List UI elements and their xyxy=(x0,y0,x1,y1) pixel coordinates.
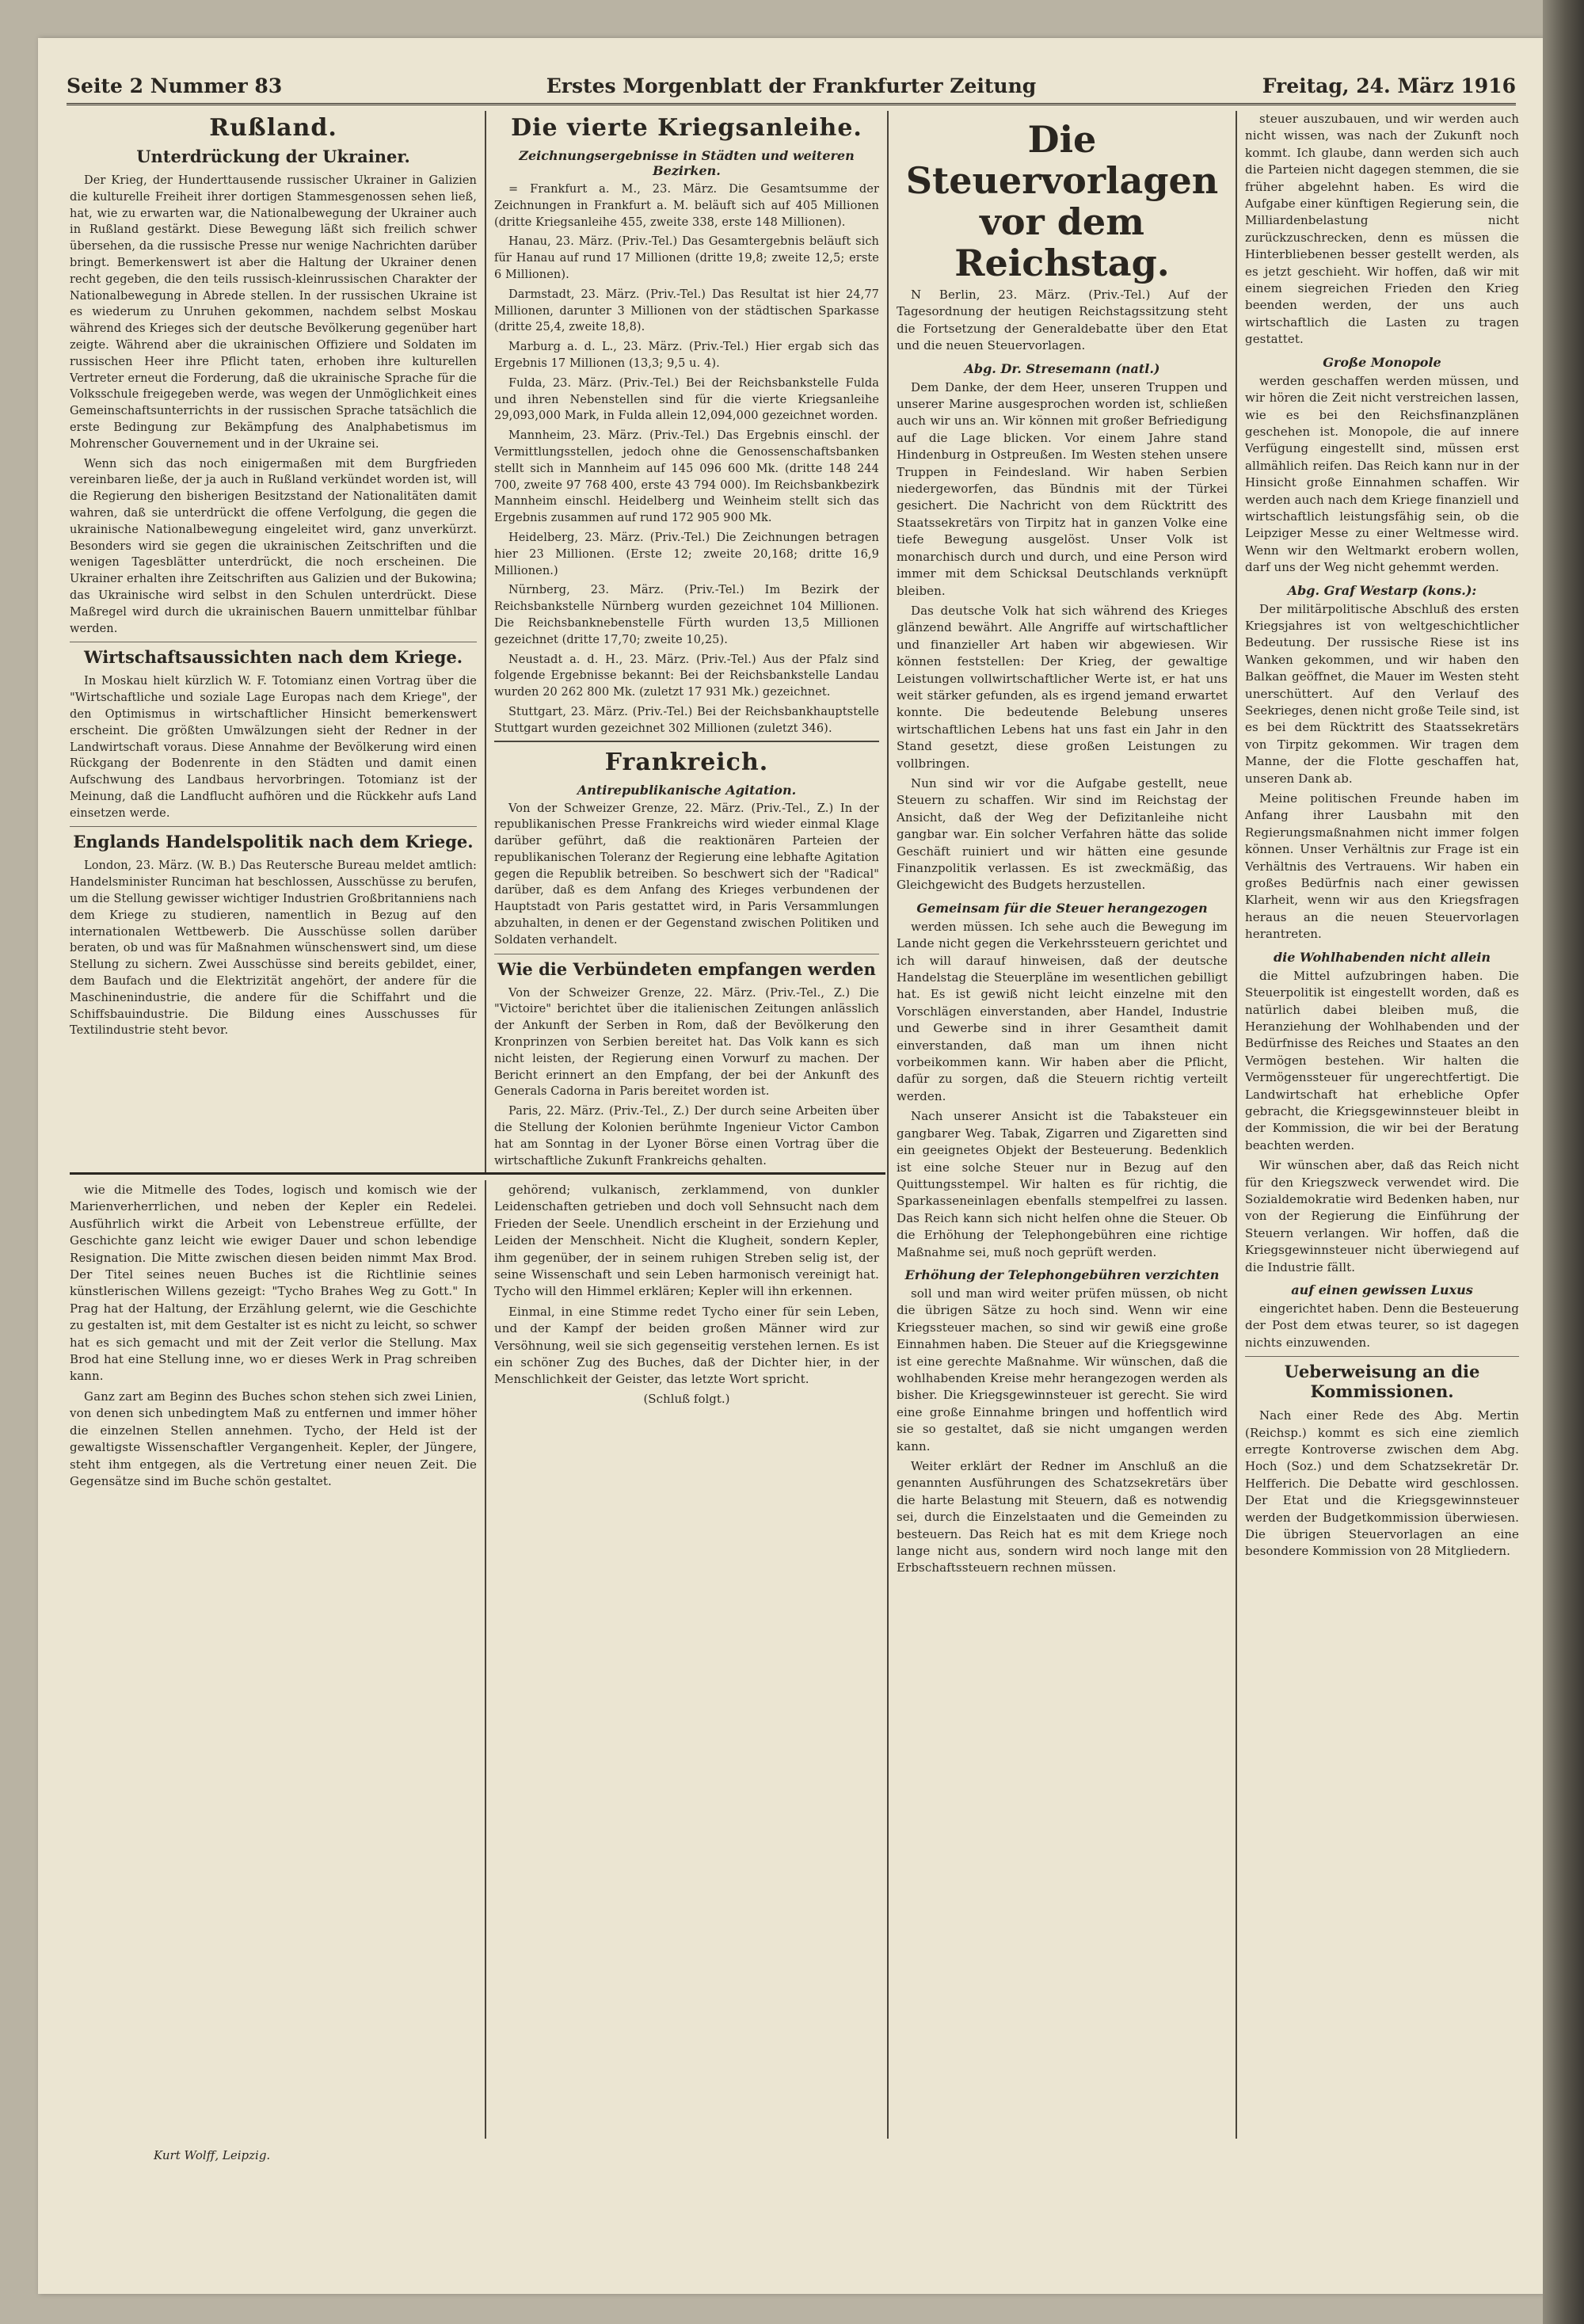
article-paragraph: Marburg a. d. L., 23. März. (Priv.-Tel.) Hier ergab sich das Ergebnis 17 Millionen (13,3; 9,5 u. 4). xyxy=(494,341,879,370)
column-rule xyxy=(887,111,889,2139)
newspaper-title: Erstes Morgenblatt der Frankfurter Zeitung xyxy=(546,74,1037,97)
section-heading-war-loan: Die vierte Kriegsanleihe. xyxy=(511,114,862,142)
article-subheading: auf einen gewissen Luxus xyxy=(1291,1282,1473,1297)
article-paragraph: die Mittel aufzubringen haben. Die Steuerpolitik ist eingestellt worden, daß es natürlich dabei bleiben muß, die Heranziehung der Wohlhabenden und der Bedürfnisse des Reiches und Staates an den Vermögen bestehen. Wir halten die Vermögenssteuer für ungerechtfertigt. Die Landwirtschaft hat erhebliche Opfer gebracht, die Kriegsgewinnsteuer bleibt in der Kommission, die wir bei der Beratung beachten werden. xyxy=(1245,968,1519,1152)
article-paragraph: Nürnberg, 23. März. (Priv.-Tel.) Im Bezirk der Reichsbankstelle Nürnberg wurden gezeichnet 104 Millionen. Die Reichsbanknebenstelle Fürth wurden 13,5 Millionen gezeichnet (dritte 17,70; zweite 10,25). xyxy=(494,584,879,646)
article-paragraph: steuer auszubauen, und wir werden auch nicht wissen, was nach der Zukunft noch kommt. Ich glaube, dann werden sich auch die Parteien nicht dagegen stemmen, die sie früher abgelehnt haben. Es wird die Aufgabe einer künftigen Regierung sein, die Milliardenbelastung nicht zurückzuschrecken, denn es müssen die Hinterbliebenen besser gestellt werden, als es jetzt geschieht. Wir hoffen, daß wir mit einem siegreichen Frieden den Krieg beenden werden, der uns auch wirtschaftlich die Lasten zu tragen gestattet. xyxy=(1245,112,1519,347)
article-paragraph: Stuttgart, 23. März. (Priv.-Tel.) Bei der Reichsbankhauptstelle Stuttgart wurden gezeichnet 302 Millionen (zuletzt 346). xyxy=(494,705,879,735)
article-heading: Antirepublikanische Agitation. xyxy=(577,782,797,798)
article-paragraph: London, 23. März. (W. B.) Das Reutersche Bureau meldet amtlich: Handelsminister Runciman hat beschlossen, Ausschüsse zu berufen, um die Stellung gewisser wichtiger Industrien Großbritanniens nach dem Kriege zu studieren, namentlich in Bezug auf den internationalen Wettbewerb. Die Ausschüsse sollen darüber beraten, ob und was für Maßnahmen wünschenswert sind, um diese Stellung zu sichern. Zwei Ausschüsse sind bereits gebildet, einer, dem Baufach und die Elektrizität angehört, der andere für die Maschinenindustrie, die andere für die Schiffahrt und die Schiffsbauindustrie. Die Bildung eines Ausschusses für Textilindustrie steht bevor. xyxy=(70,859,477,1038)
article-paragraph: eingerichtet haben. Denn die Besteuerung der Post dem etwas teurer, so ist dagegen nichts einzuwenden. xyxy=(1245,1301,1519,1350)
page-number: Seite 2 Nummer 83 xyxy=(67,74,283,97)
article-paragraph: Dem Danke, der dem Heer, unseren Truppen und unserer Marine ausgesprochen worden ist, schließen auch wir uns an. Wir können mit großer Befriedigung auf die Lage blicken. Vor einem Jahre stand Hindenburg in Ostpreußen. Im Westen stehen unsere Truppen in Feindesland. Wir haben Serbien niedergeworfen, das Bündnis mit der Türkei gesichert. Die Nachricht von dem Rücktritt des Staatssekretärs von Tirpitz hat in ganzen Volke eine tiefe Bewegung ausgelöst. Unser Volk ist monarchisch durch und durch, und eine Person wird immer mit dem Schicksal Deutschlands verknüpft bleiben. xyxy=(897,379,1228,598)
article-paragraph: Meine politischen Freunde haben im Anfang ihrer Lausbahn mit den Regierungsmaßnahmen nicht immer folgen können. Unser Verhältnis zur Frage ist ein Verhältnis des Vertrauens. Wir haben ein großes Bedürfnis nach einer gewissen Klarheit, wenn wir aus den Kriegsfragen heraus an die neuen Steuervorlagen herantreten. xyxy=(1245,791,1519,942)
article-subheading: Erhöhung der Telephongebühren verzichten xyxy=(904,1267,1220,1282)
speaker-heading: Abg. Graf Westarp (kons.): xyxy=(1287,582,1477,598)
article-paragraph: Paris, 22. März. (Priv.-Tel., Z.) Der durch seine Arbeiten über die Stellung der Kolonien berühmte Ingenieur Victor Cambon hat am Sonntag in der Lyoner Börse einen Vortrag über die wirtschaftliche Zukunft Frankreichs gehalten. xyxy=(494,1105,879,1166)
article-heading: Zeichnungsergebnisse in Städten und weiteren Bezirken. xyxy=(519,148,855,178)
continued-note: (Schluß folgt.) xyxy=(643,1391,730,1406)
article-paragraph: In Moskau hielt kürzlich W. F. Totomianz einen Vortrag über die "Wirtschaftliche und soziale Lage Europas nach dem Kriege", der den Optimismus in wirtschaftlicher Hinsicht bemerkenswert erscheint. Die größten Umwälzungen sieht der Redner in der Landwirtschaft voraus. Diese Annahme der Bevölkerung wird einen Rückgang der Bodenrente in den Städten und damit einen Aufschwung des Landbaus hervorbringen. Totomianz ist der Meinung, daß die Landflucht aufhören und die Rückkehr aufs Land einsetzen werde. xyxy=(70,675,477,820)
article-paragraph: N Berlin, 23. März. (Priv.-Tel.) Auf der Tagesordnung der heutigen Reichstagssitzung steht die Fortsetzung der Generaldebatte über den Etat und die neuen Steuervorlagen. xyxy=(897,288,1228,353)
column-rule xyxy=(485,111,486,1172)
column-continuation xyxy=(1245,111,1519,2139)
article-paragraph: Heidelberg, 23. März. (Priv.-Tel.) Die Zeichnungen betragen hier 23 Millionen. (Erste 12; zweite 20,168; dritte 16,9 Millionen.) xyxy=(494,531,879,577)
column-rule xyxy=(1236,111,1237,2139)
masthead xyxy=(67,68,1516,105)
article-paragraph: Mannheim, 23. März. (Priv.-Tel.) Das Ergebnis einschl. der Vermittlungsstellen, jedoch ohne die Genossenschaftsbanken stellt sich in Mannheim auf 145 096 600 Mk. (dritte 148 244 700, zweite 97 768 400, erste 43 794 000). Im Reichsbankbezirk Mannheim einschl. Heidelberg und Weinheim stellt sich das Ergebnis zusammen auf rund 172 905 900 Mk. xyxy=(494,429,879,525)
article-paragraph: soll und man wird weiter prüfen müssen, ob nicht die übrigen Sätze zu hoch sind. Wenn wir eine Kriegssteuer machen, so sind wir gewiß eine große Einnahmen haben. Die Steuer auf die Kriegsgewinne ist eine gerechte Maßnahme. Wir wünschen, daß die wohlhabenden Kreise mehr herangezogen werden als bisher. Die Kriegsgewinnsteuer ist gerecht. Sie wird eine große Einnahme bringen und hoffentlich wird sie so gestaltet, daß sie nicht umgangen werden kann. xyxy=(897,1286,1228,1453)
article-heading: Wirtschaftsaussichten nach dem Kriege. xyxy=(70,642,477,667)
feuilleton-paragraph: gehörend; vulkanisch, zerklammend, von dunkler Leidenschaften getrieben und doch voll Sehnsucht nach dem Frieden der Seele. Unendlich erscheint in der Erziehung und Leiden der Menschheit. Nicht die Klugheit, sondern Kepler, ihm gegenüber, der in seinem ruhigen Streben selig ist, der seine Wissenschaft und sein Leben harmonisch vereinigt hat. Tycho will den Himmel erklären; Kepler will ihn erkennen. xyxy=(494,1183,879,1299)
article-paragraph: Nach unserer Ansicht ist die Tabaksteuer ein gangbarer Weg. Tabak, Zigarren und Zigaretten sind ein geeignetes Objekt der Besteuerung. Bedenklich ist eine solche Steuer nur in Bezug auf den Quittungsstempel. Wir halten es für richtig, die Sparkasseneinlagen ebenfalls stempelfrei zu lassen. Das Reich kann sich nicht helfen ohne die Steuer. Ob die Erhöhung der Telephongebühren eine richtige Maßnahme sei, muß noch geprüft werden. xyxy=(897,1109,1228,1259)
article-paragraph: Der militärpolitische Abschluß des ersten Kriegsjahres ist von weltgeschichtlicher Bedeutung. Der russische Riese ist ins Wanken gekommen, und wir haben den Balkan geöffnet, die Mauer im Westen steht unerschüttert. Auf den Verlauf des Seekrieges, denen nicht große Teile sind, ist es bei dem Rücktritt des Staatssekretärs von Tirpitz gekommen. Wir tragen dem Manne, der die Flotte geschaffen hat, unseren Dank ab. xyxy=(1245,601,1519,786)
publisher-note: Kurt Wolff, Leipzig. xyxy=(154,2148,271,2162)
article-subheading: die Wohlhabenden nicht allein xyxy=(1273,949,1491,965)
book-binding-edge xyxy=(1543,0,1584,2324)
article-paragraph: = Frankfurt a. M., 23. März. Die Gesamtsumme der Zeichnungen in Frankfurt a. M. beläuft sich auf 405 Millionen (dritte Kriegsanleihe 455, zweite 338, erste 148 Millionen). xyxy=(494,183,879,229)
article-paragraph: Nach einer Rede des Abg. Mertin (Reichsp.) kommt es sich eine ziemlich erregte Kontroverse zwischen dem Abg. Hoch (Soz.) und dem Schatzsekretär Dr. Helfferich. Die Debatte wird geschlossen. Der Etat und die Kriegsgewinnsteuer werden der Budgetkommission überwiesen. Die übrigen Steuervorlagen an eine besondere Kommission von 28 Mitgliedern. xyxy=(1245,1408,1519,1559)
article-heading: Unterdrückung der Ukrainer. xyxy=(136,147,410,166)
article-paragraph: Fulda, 23. März. (Priv.-Tel.) Bei der Reichsbankstelle Fulda und ihren Nebenstellen sind für die vierte Kriegsanleihe 29,093,000 Mark, in Fulda allein 12,094,000 gezeichnet worden. xyxy=(494,376,879,423)
feuilleton-paragraph: wie die Mitmelle des Todes, logisch und komisch wie der Marienverherrlichen, und neben der Kepler ein Redelei. Ausführlich wirkt die Arbeit von Lebenstreue erfüllte, der Geschichte ganz leicht wie ewiger Dauer und schon lebendige Resignation. Die Mitte zwischen diesen beiden nimmt Max Brod. Der Titel seines neuen Buches ist die Richtlinie seines künstlerischen Willens gezeigt: "Tycho Brahes Weg zu Gott." In Prag hat der Haltung, der Erzählung gelernt, wie die Geschichte zu gestalten ist, mit dem Gestalter ist es nicht zu leicht, so schwer hat es sich gemacht und mit der Zeit verlor die Stellung. Max Brod hat eine Stellung inne, wo er dieses Werk in Prag schreiben kann. xyxy=(70,1183,477,1384)
feuilleton-column-right xyxy=(494,1182,879,2142)
section-heading-france: Frankreich. xyxy=(494,741,879,776)
section-heading-russia: Rußland. xyxy=(209,114,337,142)
article-paragraph: Neustadt a. d. H., 23. März. (Priv.-Tel.) Aus der Pfalz sind folgende Ergebnisse bekannt: Bei der Reichsbankstelle Landau wurden 20 262 800 Mk. (zuletzt 17 931 Mk.) gezeichnet. xyxy=(494,653,879,699)
article-subheading: Große Monopole xyxy=(1323,354,1441,370)
issue-date: Freitag, 24. März 1916 xyxy=(1262,74,1516,97)
column-russia xyxy=(70,111,477,1166)
article-paragraph: Von der Schweizer Grenze, 22. März. (Priv.-Tel., Z.) Die "Victoire" berichtet über die italienischen Zeitungen anlässlich der Ankunft der Serben in Rom, daß der Bevölkerung den Kronprinzen von Serbien bereitet hat. Das Volk kann es sich nicht leisten, der Regierung einen Vorwurf zu machen. Der Bericht erinnert an den Empfang, der bei der Ankunft des Generals Cadorna in Paris bereitet worden ist. xyxy=(494,986,879,1099)
article-paragraph: Nun sind wir vor die Aufgabe gestellt, neue Steuern zu schaffen. Wir sind im Reichstag der Ansicht, daß der Weg der Defizitanleihe nicht gangbar war. Ein solcher Verfahren hätte das solide Geschäft ruiniert und wir hätten eine gesunde Finanzpolitik verlassen. Es ist zweckmäßig, das Gleichgewicht des Budgets herzustellen. xyxy=(897,775,1228,893)
article-paragraph: Der Krieg, der Hunderttausende russischer Ukrainer in Galizien die kulturelle Freiheit ihrer dortigen Stammesgenossen sehen ließ, hat, wie zu erwarten war, die Nationalbewegung der Ukrainer auch in Rußland gestärkt. Diese Bewegung läßt sich freilich schwer übersehen, da die russische Presse nur wenige Nachrichten darüber bringt. Bemerkenswert ist aber die Haltung der Ukrainer denen recht gegeben, die den teils russisch-kleinrussischen Charakter der Nationalbewegung in Abrede stellen. In der russischen Ukraine ist es wiederum zu Unruhen gekommen, nachdem selbst Moskau während des Krieges sich der deutsche Bevölkerung gegenüber hart zeigte. Während aber die ukrainischen Offiziere und Soldaten im russischen Heer ihre Pflicht taten, erhoben ihre kulturellen Vertreter erneut die Forderung, daß die ukrainische Sprache für die Volksschule freigegeben werde, was wegen der Unmöglichkeit eines Gemeinschaftsunterrichts in der russischen Sprache tatsächlich die erste Bedingung zur Bekämpfung des Analphabetismus im Mohrenscher Gouvernement und in der Ukraine sei. xyxy=(70,174,477,451)
lead-article-title: Die Steuervorlagen vor dem Reichstag. xyxy=(905,118,1219,284)
article-heading: Wie die Verbündeten empfangen werden xyxy=(494,954,879,979)
speaker-heading: Abg. Dr. Stresemann (natl.) xyxy=(964,360,1160,376)
article-paragraph: werden müssen. Ich sehe auch die Bewegung im Lande nicht gegen die Verkehrssteuern gerichtet und ich will darauf hinweisen, daß der deutsche Handelstag die Steuerpläne im wesentlichen gebilligt hat. Es ist gewiß nicht leicht einzelne mit den Vorschlägen einverstanden, aber Handel, Industrie und Gewerbe sind in ihrer Gesamtheit damit einverstanden, daß man um ihnen nicht vorbeikommen kann. Wir haben aber die Pflicht, dafür zu sorgen, daß die Steuern richtig verteilt werden. xyxy=(897,919,1228,1103)
article-paragraph: Von der Schweizer Grenze, 22. März. (Priv.-Tel., Z.) In der republikanischen Presse Frankreichs wird wieder einmal Klage darüber geführt, daß die reaktionären Parteien der republikanischen Toleranz der Regierung eine lebhafte Agitation gegen die Republik betreiben. So beschwert sich der "Radical" darüber, daß es dem Anfang des Krieges verbundenen der Hauptstadt von Paris gestattet wird, in Paris Versammlungen abzuhalten, in denen er der Gegenstand zwischen Politiken und Soldaten verhandelt. xyxy=(494,802,879,947)
article-paragraph: Weiter erklärt der Redner im Anschluß an die genannten Ausführungen des Schatzsekretärs über die harte Belastung mit Steuern, daß es notwendig sei, durch die Einzelstaaten und die Gemeinden zu besteuern. Das Reich hat es mit dem Kriege noch lange nicht aus, sondern wird noch lange mit den Erbschaftssteuern rechnen müssen. xyxy=(897,1459,1228,1575)
column-war-loan xyxy=(494,111,879,1166)
column-rule xyxy=(485,1180,486,2139)
article-paragraph: Das deutsche Volk hat sich während des Krieges glänzend bewährt. Alle Angriffe auf wirtschaftlicher und finanzieller Art haben wir abgewiesen. Wir können feststellen: Der Krieg, der gewaltige Leistungen vollwirtschaftlicher Werte ist, er hat uns weit stärker gefunden, als es irgend jemand erwartet konnte. Die bedeutende Belebung unseres wirtschaftlichen Lebens hat uns fast ein Jahr in den Stand gesetzt, diese großen Leistungen zu vollbringen. xyxy=(897,603,1228,771)
column-tax-bills xyxy=(897,111,1228,2139)
article-paragraph: Wenn sich das noch einigermaßen mit dem Burgfrieden vereinbaren ließe, der ja auch in Rußland verkündet worden ist, will die Regierung den bisherigen Besitzstand der Nationalitäten damit wahren, daß sie unterdrückt die offene Verfolgung, die gegen die ukrainische Nationalbewegung eingeleitet wird, ganz unverkürzt. Besonders wird sie gegen die ukrainischen Zeitschriften und die wenigen Tagesblätter unterdrückt, die noch erscheinen. Die Ukrainer erhalten ihre Zeitschriften aus Galizien und der Bukowina; das Ukrainische wird selbst in den Schulen unterdrückt. Diese Maßregel wird durch die ukrainischen Bauern unmittelbar fühlbar werden. xyxy=(70,457,477,635)
article-paragraph: Hanau, 23. März. (Priv.-Tel.) Das Gesamtergebnis beläuft sich für Hanau auf rund 17 Millionen (dritte 19,8; zweite 12,5; erste 6 Millionen). xyxy=(494,235,879,281)
article-paragraph: Wir wünschen aber, daß das Reich nicht für den Kriegszweck verwendet wird. Die Sozialdemokratie wird Bedenken haben, nur von der Regierung die Einführung der Steuern verlangen. Wir hoffen, daß die Kriegsgewinnsteuer nicht überwiegend auf die Industrie fällt. xyxy=(1245,1158,1519,1274)
article-paragraph: werden geschaffen werden müssen, und wir hören die Zeit nicht verstreichen lassen, wie es bei den Reichsfinanzplänen geschehen ist. Monopole, die auf innere Verfügung eingestellt sind, müssen erst allmählich reifen. Das Reich kann nur in der Hinsicht große Einnahmen schaffen. Wir werden auch nach dem Kriege finanziell und wirtschaftlich leistungsfähig sein, ob die Leipziger Messe zu einer Weltmesse wird. Wenn wir den Weltmarkt erobern wollen, darf uns der Weg nicht gehemmt werden. xyxy=(1245,373,1519,575)
feuilleton-paragraph: Ganz zart am Beginn des Buches schon stehen sich zwei Linien, von denen sich unbedingtem Maß zu entfernen und immer höher die einzelnen Stellen annehmen. Tycho, der Held ist der gewaltigste Wissenschaftler Vergangenheit. Kepler, der Jüngere, steht ihm entgegen, als die Vertretung einer neuen Zeit. Die Gegensätze sind im Buche schön gestaltet. xyxy=(70,1389,477,1488)
article-subheading: Gemeinsam für die Steuer herangezogen xyxy=(916,900,1208,916)
feuilleton-divider xyxy=(70,1172,885,1175)
article-paragraph: Darmstadt, 23. März. (Priv.-Tel.) Das Resultat ist hier 24,77 Millionen, darunter 3 Millionen von der städtischen Sparkasse (dritte 25,4, zweite 18,8). xyxy=(494,288,879,334)
article-heading: Ueberweisung an die Kommissionen. xyxy=(1245,1356,1519,1401)
article-heading: Englands Handelspolitik nach dem Kriege. xyxy=(70,826,477,851)
feuilleton-column-left xyxy=(70,1182,477,2142)
newspaper-page xyxy=(38,38,1543,2294)
feuilleton-paragraph: Einmal, in eine Stimme redet Tycho einer für sein Leben, und der Kampf der beiden großen Männer wird zur Versöhnung, weil sie sich gegenseitig verstehen lernen. Es ist ein schöner Zug des Buches, daß der Dichter hier, in der Menschlichkeit der Geister, das letzte Wort spricht. xyxy=(494,1304,879,1387)
